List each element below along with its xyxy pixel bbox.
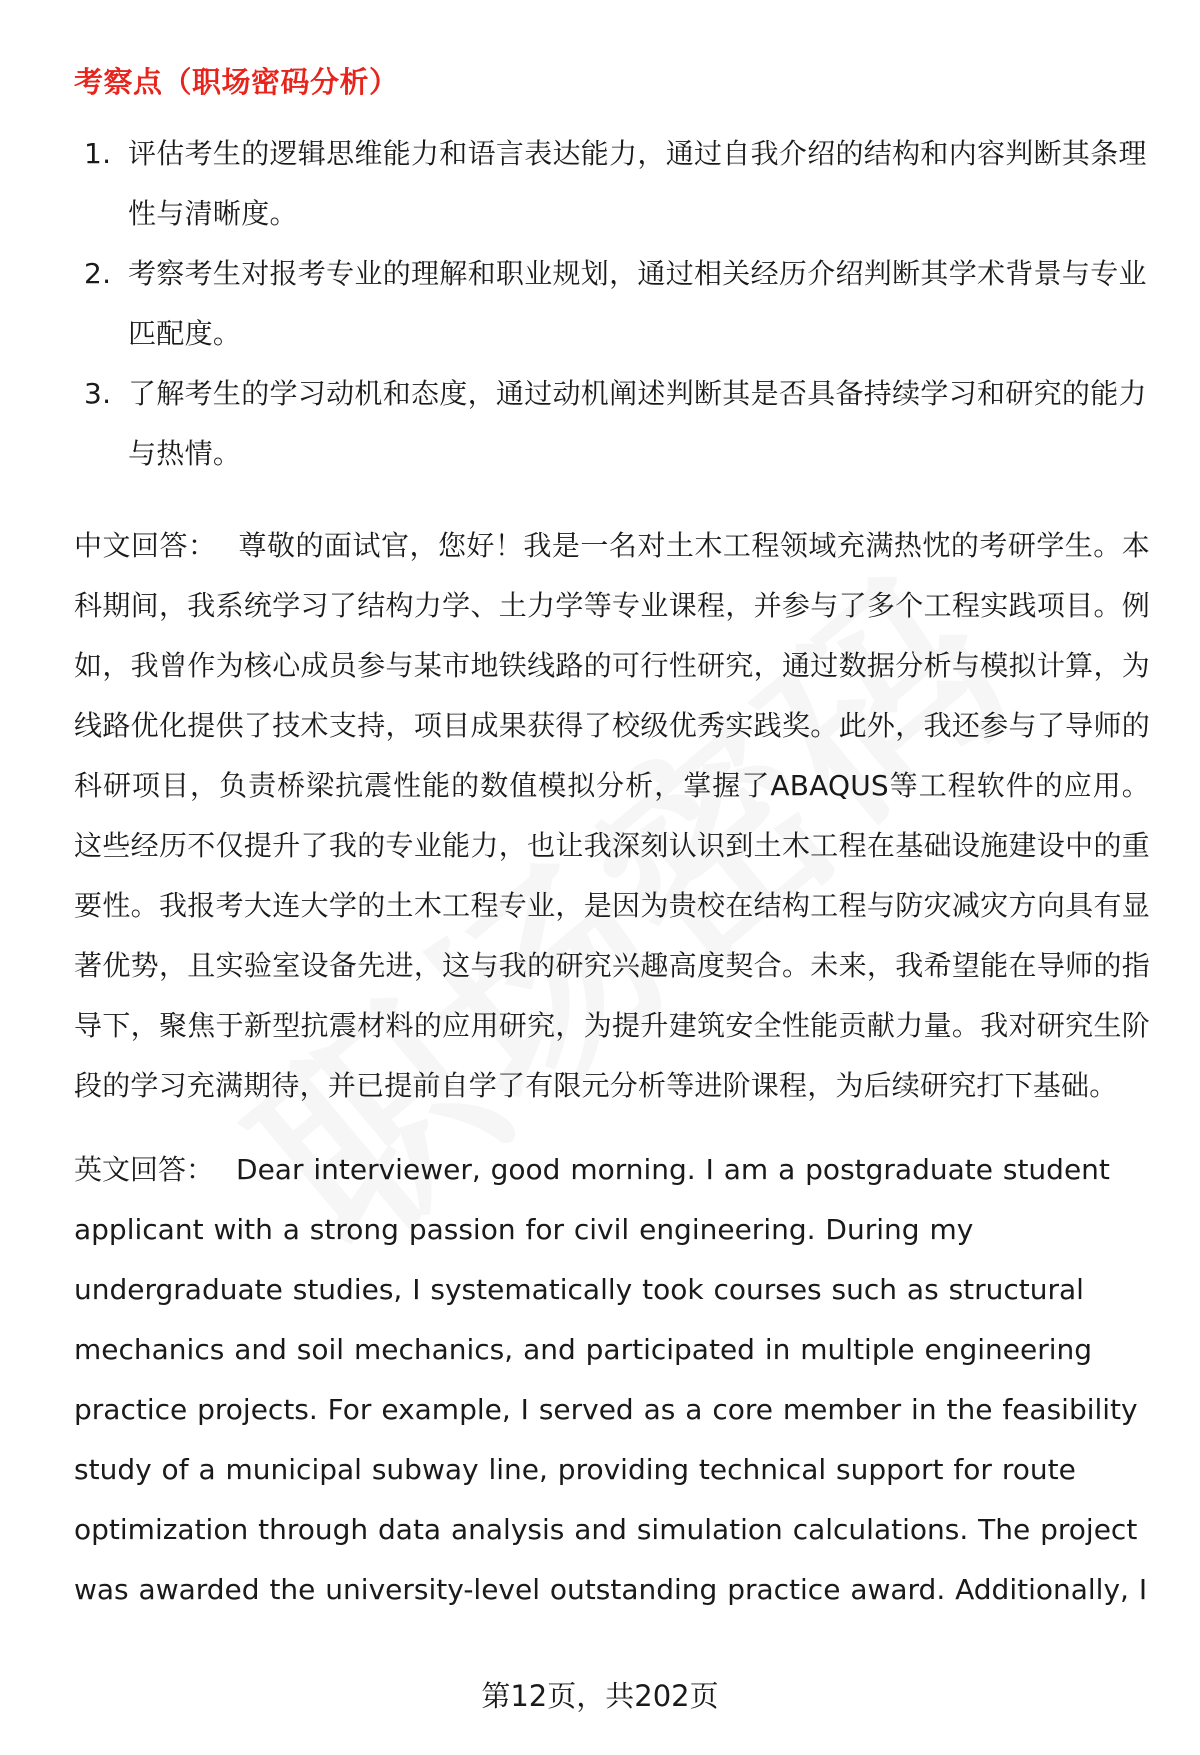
- exam-points-list: [74, 124, 1150, 484]
- chinese-answer: [74, 516, 1150, 1116]
- english-answer-text: Dear interviewer, good morning. I am a postgraduate student applicant with a strong passion for civil engineering. During my undergraduate studies, I systematically took courses such as structural mechanics and soil mechanics, and participated in multiple engineering practice projects. For example, I served as a core member in the feasibility study of a municipal subway line, providing technical support for route optimization through data analysis and simulation calculations. The project was awarded the university-level outstanding practice award. Additionally, I: [74, 1153, 1148, 1606]
- english-answer: [74, 1140, 1150, 1620]
- list-item-text: 考察考生对报考专业的理解和职业规划，通过相关经历介绍判断其学术背景与专业匹配度。: [128, 257, 1147, 350]
- list-item-number: 2.: [84, 257, 112, 290]
- list-item: [74, 124, 1150, 244]
- list-item-number: 3.: [84, 377, 112, 410]
- section-title: 考察点（职场密码分析）: [74, 65, 399, 99]
- chinese-answer-label: 中文回答：: [74, 529, 217, 562]
- list-item: [74, 244, 1150, 364]
- chinese-answer-text: 尊敬的面试官，您好！我是一名对土木工程领域充满热忱的考研学生。本科期间，我系统学习了结构力学、土力学等专业课程，并参与了多个工程实践项目。例如，我曾作为核心成员参与某市地铁线路的可行性研究，通过数据分析与模拟计算，为线路优化提供了技术支持，项目成果获得了校级优秀实践奖。此外，我还参与了导师的科研项目，负责桥梁抗震性能的数值模拟分析，掌握了ABAQUS等工程软件的应用。这些经历不仅提升了我的专业能力，也让我深刻认识到土木工程在基础设施建设中的重要性。我报考大连大学的土木工程专业，是因为贵校在结构工程与防灾减灾方向具有显著优势，且实验室设备先进，这与我的研究兴趣高度契合。未来，我希望能在导师的指导下，聚焦于新型抗震材料的应用研究，为提升建筑安全性能贡献力量。我对研究生阶段的学习充满期待，并已提前自学了有限元分析等进阶课程，为后续研究打下基础。: [74, 529, 1150, 1102]
- english-answer-label: 英文回答：: [74, 1153, 215, 1186]
- page-number: 第12页，共202页: [481, 1679, 719, 1713]
- list-item-text: 评估考生的逻辑思维能力和语言表达能力，通过自我介绍的结构和内容判断其条理性与清晰度。: [128, 137, 1147, 230]
- list-item-text: 了解考生的学习动机和态度，通过动机阐述判断其是否具备持续学习和研究的能力与热情。: [128, 377, 1147, 470]
- list-item-number: 1.: [84, 137, 112, 170]
- list-item: [74, 364, 1150, 484]
